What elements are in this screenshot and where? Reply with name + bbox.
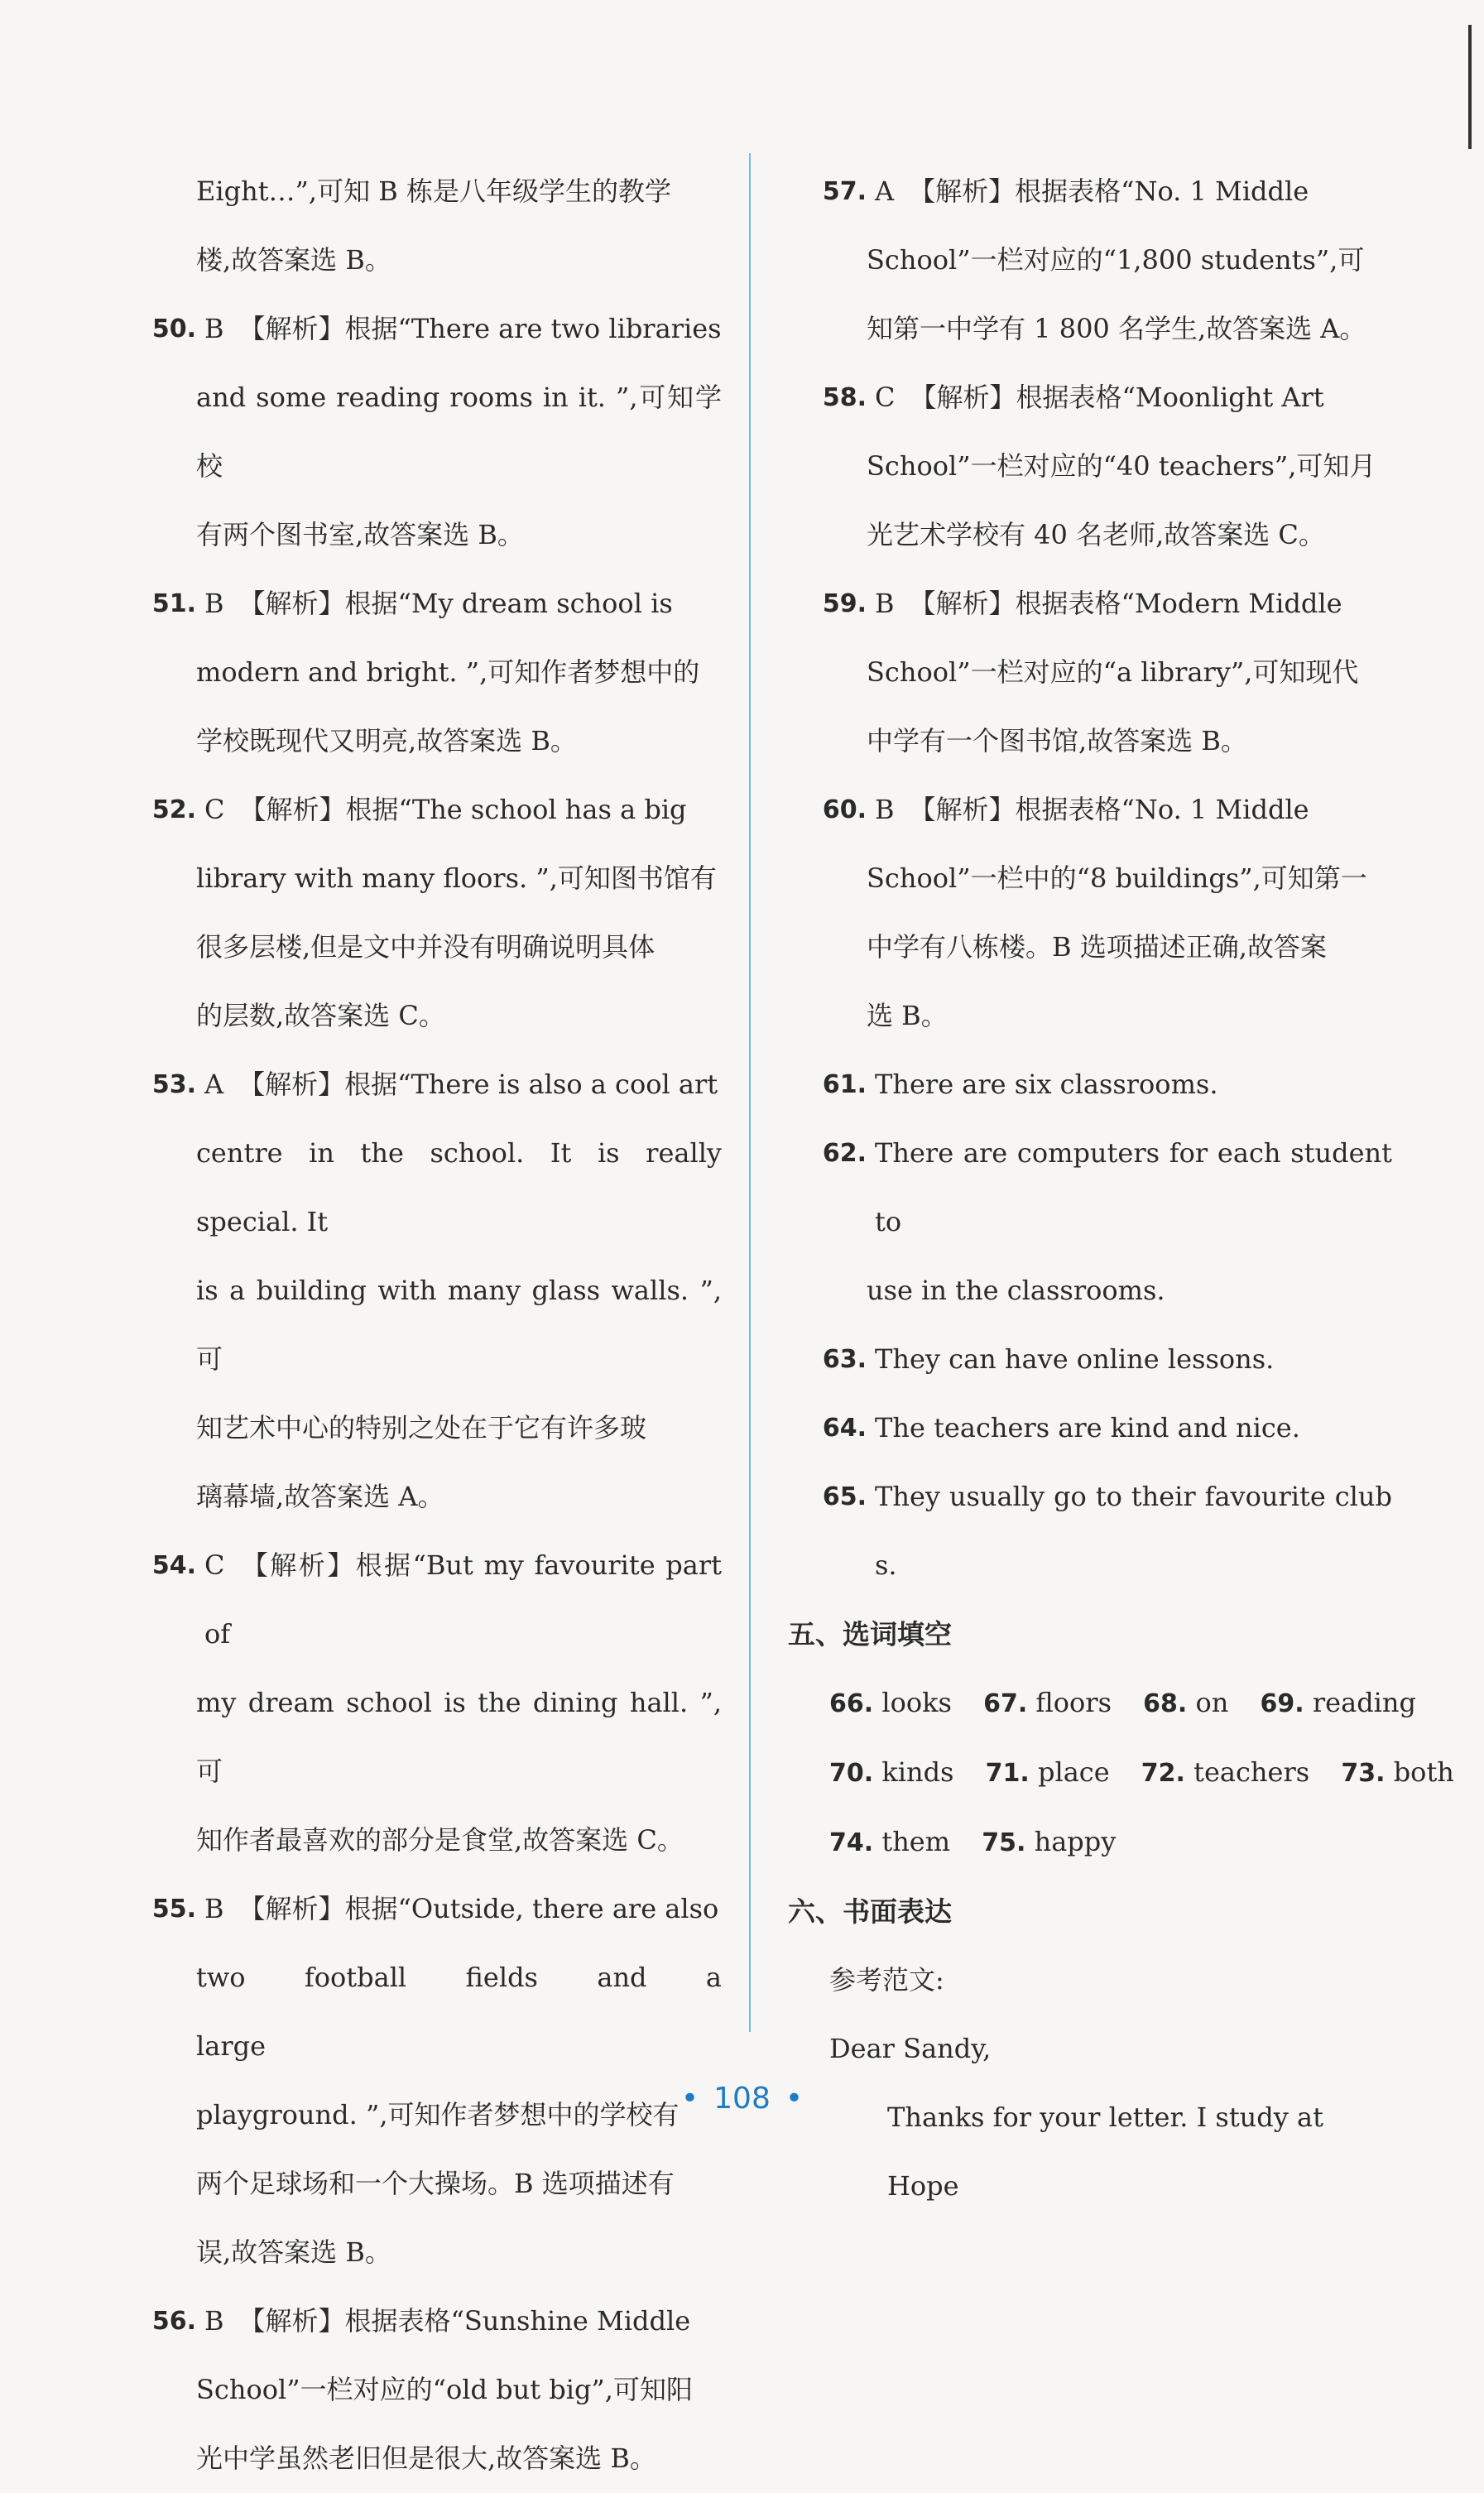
item-line: There are six classrooms. <box>875 1069 1218 1100</box>
item-line: 【解析】根据“My dream school is <box>238 588 673 619</box>
item-line: 选 B。 <box>867 1000 948 1031</box>
item-answer: C <box>204 1549 225 1581</box>
item-line: There are computers for each student to <box>875 1137 1392 1237</box>
item-number: 57. <box>822 177 867 206</box>
page-number-value: 108 <box>713 2082 771 2116</box>
fill-row <box>821 1808 1392 1877</box>
item-answer: B <box>875 794 895 825</box>
essay-first-line: Thanks for your letter. I study at Hope <box>887 2102 1323 2202</box>
column-divider <box>749 153 751 2032</box>
item-line: 【解析】根据“There are two libraries <box>238 313 722 344</box>
item-line: and some reading rooms in it. ”,可知学校 <box>196 382 722 482</box>
item-number: 55. <box>151 1895 196 1924</box>
fill-number: 67. <box>983 1689 1028 1718</box>
item-number: 50. <box>151 315 196 343</box>
page-number <box>0 2082 1484 2116</box>
lead-line: 楼,故答案选 B。 <box>196 244 391 276</box>
page-number-dot-left: • <box>680 2082 699 2116</box>
item-number: 65. <box>822 1482 867 1511</box>
item-answer: B <box>875 588 895 619</box>
essay-label: 参考范文: <box>829 1964 944 1996</box>
item-number: 60. <box>822 795 867 824</box>
section-title-writing: 六、书面表达 <box>788 1895 952 1928</box>
fill-word: floors <box>1035 1687 1112 1718</box>
item-line: 【解析】根据表格“Modern Middle <box>909 588 1342 619</box>
answer-item-50 <box>151 295 722 363</box>
item-line: 光中学虽然老旧但是很大,故答案选 B。 <box>196 2443 656 2474</box>
item-line: School”一栏中的“8 buildings”,可知第一 <box>867 862 1367 894</box>
item-number: 51. <box>151 589 196 618</box>
fill-number: 70. <box>829 1759 874 1788</box>
item-number: 52. <box>151 795 196 824</box>
fill-word: place <box>1037 1756 1110 1788</box>
fill-word: on <box>1195 1687 1229 1718</box>
item-answer: B <box>204 588 224 619</box>
fill-number: 73. <box>1341 1759 1386 1788</box>
fill-word: looks <box>881 1687 952 1718</box>
fill-row <box>821 1738 1454 1808</box>
item-line: 璃幕墙,故答案选 A。 <box>196 1481 444 1512</box>
item-line: modern and bright. ”,可知作者梦想中的 <box>196 656 700 688</box>
item-line: 有两个图书室,故答案选 B。 <box>196 519 524 550</box>
fill-number: 74. <box>829 1828 874 1857</box>
section-title-fill-in: 五、选词填空 <box>788 1618 952 1650</box>
answer-item-57 <box>821 157 1392 226</box>
item-line: 中学有一个图书馆,故答案选 B。 <box>867 725 1247 757</box>
item-line: 知艺术中心的特别之处在于它有许多玻 <box>196 1412 647 1443</box>
answer-item-54 <box>151 1531 722 1669</box>
fill-word: teachers <box>1193 1756 1310 1788</box>
item-answer: B <box>204 1893 224 1924</box>
item-line: 知作者最喜欢的部分是食堂,故答案选 C。 <box>196 1824 684 1856</box>
item-answer: B <box>204 313 224 344</box>
item-answer: B <box>204 2305 224 2337</box>
item-answer: C <box>204 794 225 825</box>
item-line: 【解析】根据“The school has a big <box>239 794 687 825</box>
page-edge-mark <box>1468 25 1472 149</box>
answer-item-61 <box>821 1050 1392 1119</box>
answer-item-60 <box>821 776 1392 844</box>
item-number: 64. <box>822 1414 867 1443</box>
item-line: 学校既现代又明亮,故答案选 B。 <box>196 725 577 757</box>
fill-number: 66. <box>829 1689 874 1718</box>
item-number: 61. <box>822 1070 867 1099</box>
item-line: 的层数,故答案选 C。 <box>196 1000 445 1031</box>
item-line: They usually go to their favourite clubs. <box>875 1481 1392 1581</box>
item-line: two football fields and a large <box>196 1962 722 2062</box>
item-line: centre in the school. It is really special. It <box>196 1137 722 1237</box>
item-number: 63. <box>822 1345 867 1374</box>
answer-item-56 <box>151 2287 722 2356</box>
item-number: 53. <box>151 1070 196 1099</box>
item-line: 两个足球场和一个大操场。B 选项描述有 <box>196 2168 675 2199</box>
item-line: 中学有八栋楼。B 选项描述正确,故答案 <box>867 931 1327 963</box>
fill-number: 69. <box>1260 1689 1304 1718</box>
item-answer: A <box>875 175 895 207</box>
item-line: The teachers are kind and nice. <box>875 1412 1300 1443</box>
item-line: 【解析】根据“Outside, there are also <box>238 1893 719 1924</box>
item-number: 59. <box>822 589 867 618</box>
answer-item-51 <box>151 569 722 638</box>
answer-item-58 <box>821 363 1392 432</box>
item-line: is a building with many glass walls. ”,可 <box>196 1275 722 1375</box>
item-line: 光艺术学校有 40 名老师,故答案选 C。 <box>867 519 1325 550</box>
item-answer: C <box>875 382 896 413</box>
essay-greeting: Dear Sandy, <box>829 2033 992 2064</box>
answer-item-63 <box>821 1325 1392 1394</box>
page-number-dot-right: • <box>785 2082 804 2116</box>
item-number: 56. <box>151 2307 196 2336</box>
item-line: They can have online lessons. <box>875 1343 1275 1375</box>
item-line: 误,故答案选 B。 <box>196 2236 391 2268</box>
fill-word: happy <box>1034 1826 1117 1857</box>
fill-word: kinds <box>881 1756 954 1788</box>
item-line: School”一栏对应的“1,800 students”,可 <box>867 244 1365 276</box>
item-line: 【解析】根据“But my favourite part of <box>204 1549 722 1650</box>
item-line: 知第一中学有 1 800 名学生,故答案选 A。 <box>867 313 1366 344</box>
fill-number: 75. <box>982 1828 1026 1857</box>
answer-item-52 <box>151 776 722 844</box>
item-line: playground. ”,可知作者梦想中的学校有 <box>196 2099 680 2130</box>
item-number: 58. <box>822 383 867 412</box>
fill-word: reading <box>1312 1687 1416 1718</box>
item-line: 【解析】根据表格“Moonlight Art <box>910 382 1324 413</box>
item-line: 【解析】根据表格“No. 1 Middle <box>909 794 1309 825</box>
item-line: library with many floors. ”,可知图书馆有 <box>196 862 717 894</box>
answer-item-53 <box>151 1050 722 1119</box>
fill-number: 72. <box>1141 1759 1185 1788</box>
item-line: use in the classrooms. <box>867 1275 1165 1306</box>
fill-number: 68. <box>1143 1689 1188 1718</box>
item-line: School”一栏对应的“40 teachers”,可知月 <box>867 450 1376 482</box>
item-line: my dream school is the dining hall. ”,可 <box>196 1687 722 1787</box>
left-column <box>151 157 722 2493</box>
item-line: School”一栏对应的“a library”,可知现代 <box>867 656 1359 688</box>
item-line: 【解析】根据表格“Sunshine Middle <box>238 2305 691 2337</box>
answer-item-65 <box>821 1463 1392 1600</box>
answer-item-62 <box>821 1119 1392 1256</box>
fill-row <box>821 1669 1416 1738</box>
answer-item-64 <box>821 1394 1392 1463</box>
right-column <box>788 157 1454 2221</box>
item-number: 54. <box>151 1551 196 1580</box>
answer-item-59 <box>821 569 1392 638</box>
item-line: School”一栏对应的“old but big”,可知阳 <box>196 2374 693 2405</box>
fill-word: both <box>1393 1756 1454 1788</box>
item-answer: A <box>204 1069 224 1100</box>
item-line: 很多层楼,但是文中并没有明确说明具体 <box>196 931 656 963</box>
lead-line: Eight…”,可知 B 栋是八年级学生的教学 <box>196 175 671 207</box>
item-line: 【解析】根据“There is also a cool art <box>238 1069 718 1100</box>
fill-number: 71. <box>985 1759 1030 1788</box>
answer-item-55 <box>151 1875 722 1943</box>
fill-word: them <box>881 1826 951 1857</box>
item-line: 【解析】根据表格“No. 1 Middle <box>909 175 1309 207</box>
item-number: 62. <box>822 1139 867 1168</box>
